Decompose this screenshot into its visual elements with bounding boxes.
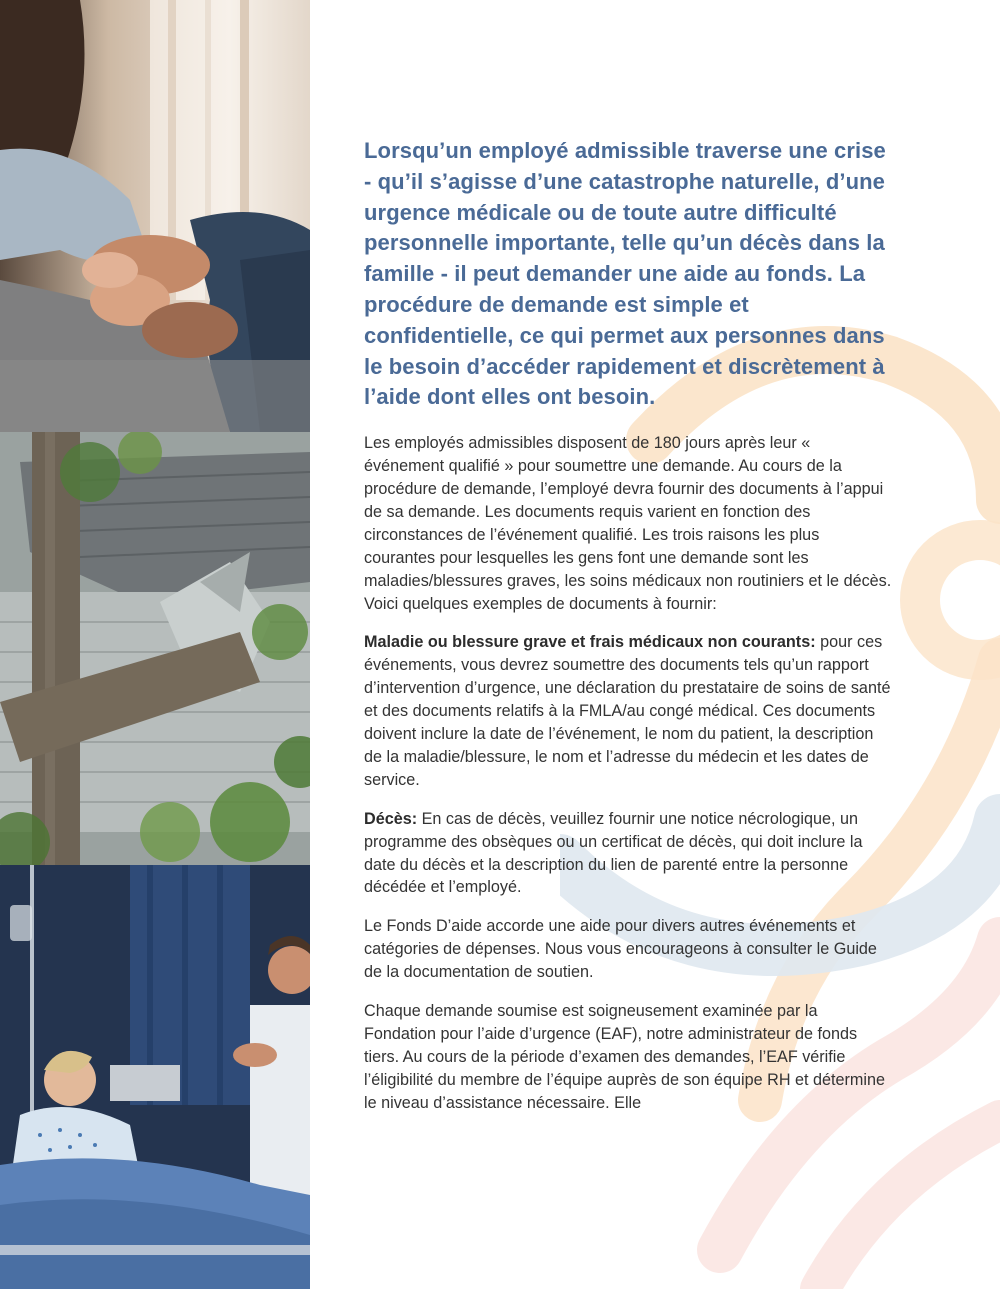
holding-hands-photo (0, 0, 310, 432)
review-paragraph: Chaque demande soumise est soigneusement examinée par la Fondation pour l’aide d’urgence (EAF), notre administrateur de fonds tiers. Au cours de la période d’examen des demandes, l’EAF vérifie l’éligibilité du membre de l’équipe auprès de son équipe RH et détermine le niveau d’assistance nécessaire. Elle (364, 1002, 886, 1112)
hospital-patient-doctor-photo (0, 865, 310, 1289)
other-events-paragraph: Le Fonds D’aide accorde une aide pour divers autres événements et catégories de dépenses. Nous vous encourageons à consulter le Guide de la documentation de soutien. (364, 917, 877, 982)
pink-arc-shape (820, 1120, 1000, 1289)
death-heading: Décès: (364, 809, 418, 828)
deadline-paragraph: Les employés admissibles disposent de 180 jours après leur « événement qualifié » pour soumettre une demande. Au cours de la procédure de demande, l’employé devra fournir des documents à l’appui de sa demande. Les documents requis varient en fonction des circonstances de l’événement qualifié. Les trois raisons les plus courantes pour lesquelles les gens font une demande sont les maladies/blessures graves, les soins médicaux non routiniers et le décès. Voici quelques exemples de documents à fournir: (364, 434, 892, 613)
illness-text: pour ces événements, vous devrez soumettre des documents tels qu’un rapport d’intervention d’urgence, une déclaration du prestataire de soins de santé et des documents relatifs à la FMLA/au congé médical. Ces documents doivent inclure la date de l’événement, le nom du patient, la description de la maladie/blessure, le nom et l’adresse du médecin et les dates de service. (364, 633, 891, 789)
article-content (364, 136, 894, 1131)
death-text: En cas de décès, veuillez fournir une notice nécrologique, un programme des obsèques ou un certificat de décès, qui doit inclure la date du décès et la description du lien de parenté entre la personne décédée et l’employé. (364, 809, 863, 897)
illness-paragraph (364, 631, 894, 791)
death-paragraph (364, 808, 894, 900)
photo-column (0, 0, 310, 1289)
orange-ring-shape (920, 540, 1000, 660)
fallen-tree-house-photo (0, 432, 310, 865)
illness-heading: Maladie ou blessure grave et frais médicaux non courants: (364, 633, 816, 652)
intro-heading: Lorsqu’un employé admissible traverse une crise - qu’il s’agisse d’une catastrophe naturelle, d’une urgence médicale ou de toute autre difficulté personnelle importante, telle qu’un décès dans la famille - il peut demander une aide au fonds. La procédure de demande est simple et confidentielle, ce qui permet aux personnes dans le besoin d’accéder rapidement et discrètement à l’aide dont elles ont besoin. (364, 138, 886, 410)
